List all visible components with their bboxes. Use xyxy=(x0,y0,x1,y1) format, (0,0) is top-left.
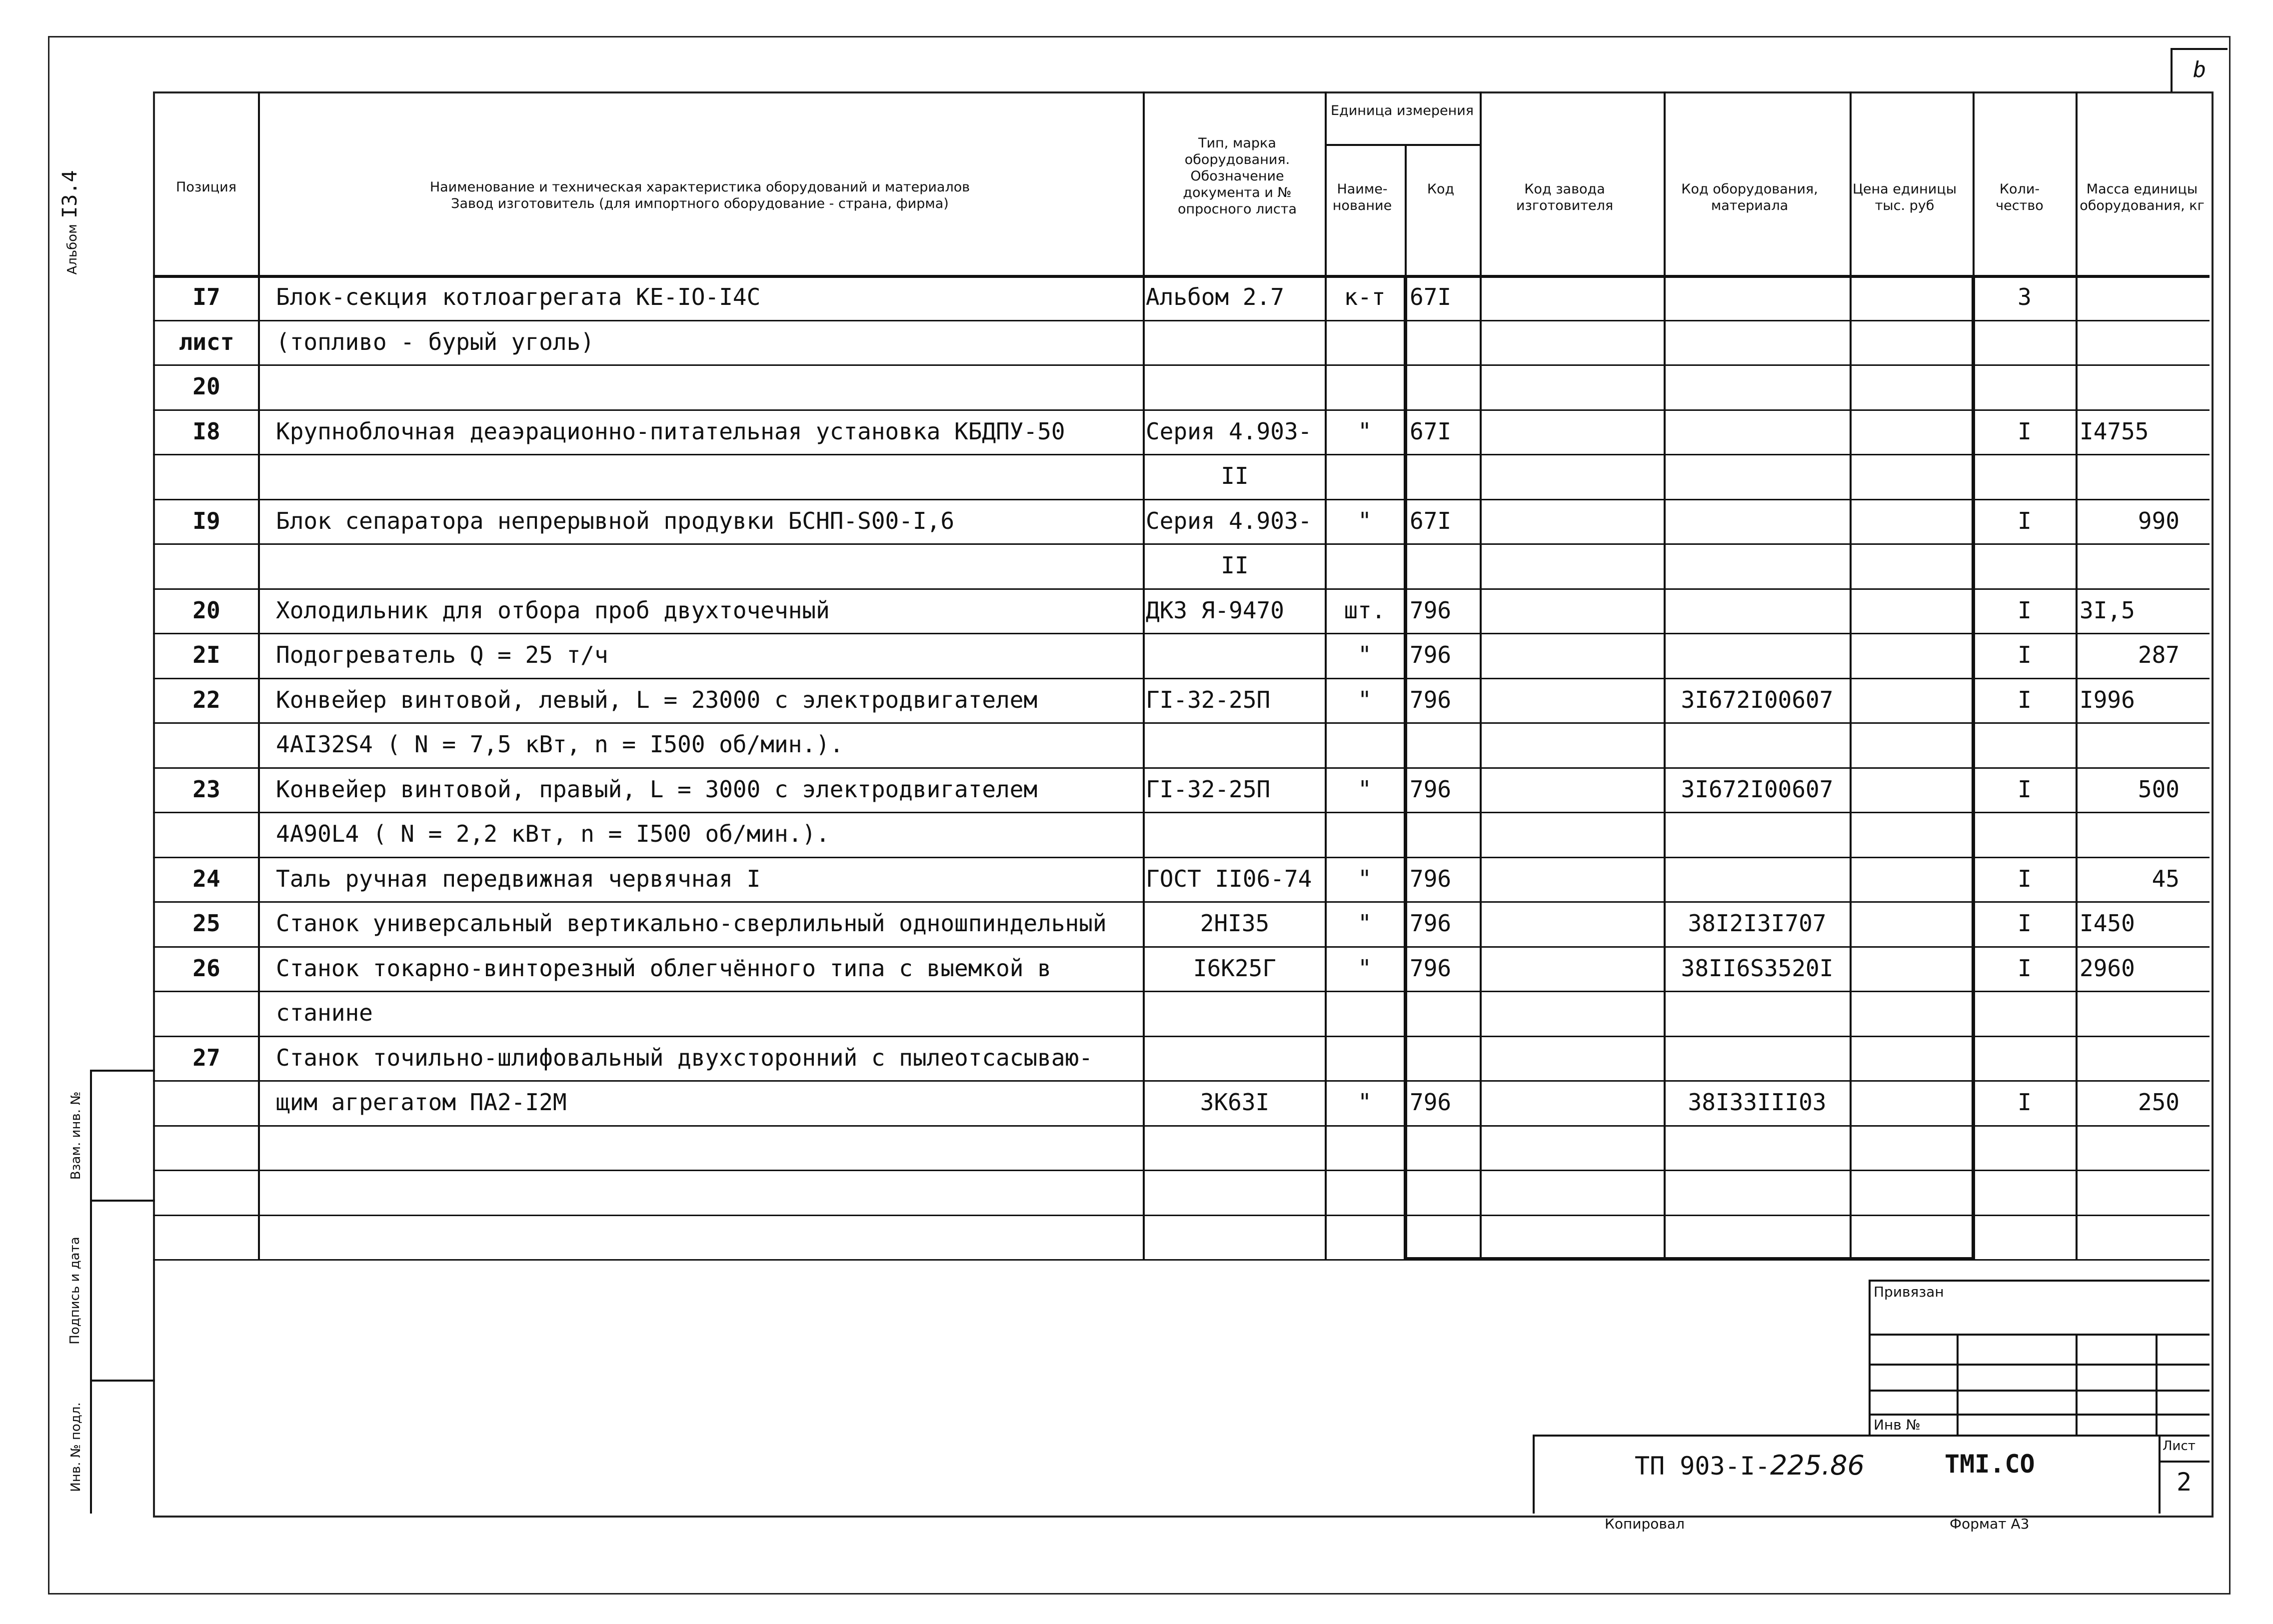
stamp-linked-label: Привязан xyxy=(1874,1284,1944,1300)
table-cell-mass: 287 xyxy=(2138,641,2180,668)
table-cell-mass: 2960 xyxy=(2080,954,2135,982)
stamp-sheet-label: Лист xyxy=(2163,1439,2196,1454)
table-cell-name: Крупноблочная деаэрационно-питательная установка КБДПУ-50 xyxy=(276,417,1065,445)
row-line xyxy=(153,1036,2210,1037)
side-label-signature: Подпись и дата xyxy=(67,1237,82,1345)
stamp-inv-label: Инв № xyxy=(1874,1417,1921,1433)
table-cell-code: 796 xyxy=(1410,954,1452,982)
table-cell-unit: " xyxy=(1358,775,1372,803)
row-line xyxy=(153,499,2210,500)
table-cell-pos: 20 xyxy=(192,373,220,400)
table-cell-name: Конвейер винтовой, левый, L = 23000 с электродвигателем xyxy=(276,686,1038,713)
side-label-inventory: Инв. № подл. xyxy=(68,1402,83,1492)
table-cell-qty: I xyxy=(2018,596,2032,624)
column-line xyxy=(1480,91,1482,1259)
row-line xyxy=(153,543,2210,545)
table-cell-pos: 23 xyxy=(192,775,220,803)
row-line xyxy=(153,722,2210,724)
table-cell-unit: " xyxy=(1358,641,1372,668)
table-cell-code: 796 xyxy=(1410,775,1452,803)
table-cell-qty: 3 xyxy=(2018,283,2032,310)
header-position: Позиция xyxy=(176,179,236,195)
table-cell-eqcode: 38II6S3520I xyxy=(1681,954,1834,982)
row-line xyxy=(153,991,2210,992)
table-cell-name: (топливо - бурый уголь) xyxy=(276,328,594,355)
table-cell-code: 67I xyxy=(1410,283,1452,310)
table-cell-name: 4AI32S4 ( N = 7,5 кВт, n = I500 об/мин.). xyxy=(276,731,844,758)
table-cell-name: Таль ручная передвижная червячная I xyxy=(276,865,761,892)
table-cell-unit: " xyxy=(1358,507,1372,534)
table-cell-code: 796 xyxy=(1410,910,1452,937)
row-line xyxy=(153,901,2210,903)
stamp-sheet-value: 2 xyxy=(2176,1468,2192,1497)
table-cell-eqcode: 38I2I3I707 xyxy=(1688,910,1827,937)
album-label: Альбом I3.4 xyxy=(58,170,81,275)
table-cell-name: Станок универсальный вертикально-сверлильный одношпиндельный xyxy=(276,910,1107,937)
table-cell-unit: " xyxy=(1358,954,1372,982)
corner-mark: b xyxy=(2193,57,2207,82)
row-line xyxy=(153,1259,2210,1261)
table-cell-name: щим агрегатом ПА2-I2М xyxy=(276,1089,567,1116)
table-cell-type: Серия 4.903- xyxy=(1146,507,1312,534)
stamp-doc-number: ТП 903-I-225.86 xyxy=(1635,1450,1865,1481)
row-line xyxy=(153,767,2210,769)
column-line xyxy=(1664,91,1666,1259)
table-cell-pos: 27 xyxy=(192,1044,220,1071)
table-cell-unit: " xyxy=(1358,686,1372,713)
table-cell-eqcode: 3I672I00607 xyxy=(1681,686,1834,713)
column-line xyxy=(258,91,260,1259)
table-cell-unit: к-т xyxy=(1344,283,1386,310)
header-mass: Масса единицы оборудования, кг xyxy=(2080,181,2205,213)
table-cell-type: ЗК63I xyxy=(1200,1089,1270,1116)
table-cell-pos: I9 xyxy=(192,507,220,534)
table-cell-pos: 26 xyxy=(192,954,220,982)
stamp-doc-mark: ТМI.СО xyxy=(1945,1450,2035,1479)
row-line xyxy=(153,678,2210,679)
row-line xyxy=(153,1170,2210,1171)
column-line xyxy=(1850,91,1852,1259)
row-line xyxy=(153,588,2210,590)
header-unit-code: Код xyxy=(1427,181,1455,197)
table-cell-pos: 22 xyxy=(192,686,220,713)
row-line xyxy=(153,409,2210,411)
header-equipment-code: Код оборудования, материала xyxy=(1681,181,1818,213)
stamp-format-label: Формат А3 xyxy=(1950,1516,2030,1532)
table-cell-name: Станок токарно-винторезный облегчённого типа с выемкой в xyxy=(276,954,1051,982)
table-cell-name: станине xyxy=(276,999,373,1026)
table-cell-mass: I4755 xyxy=(2080,417,2149,445)
table-cell-qty: I xyxy=(2018,1089,2032,1116)
table-cell-pos: I8 xyxy=(192,417,220,445)
column-line xyxy=(2076,91,2078,1259)
table-cell-qty: I xyxy=(2018,954,2032,982)
table-cell-qty: I xyxy=(2018,686,2032,713)
table-cell-pos: 20 xyxy=(192,596,220,624)
row-line xyxy=(153,454,2210,455)
table-cell-code: 67I xyxy=(1410,507,1452,534)
column-line xyxy=(1143,91,1145,1259)
table-cell-qty: I xyxy=(2018,910,2032,937)
stamp-copied-label: Копировал xyxy=(1605,1516,1685,1532)
table-cell-qty: I xyxy=(2018,641,2032,668)
header-unit-group: Единица измерения xyxy=(1330,103,1474,118)
table-cell-type: Серия 4.903- xyxy=(1146,417,1312,445)
header-factory-code: Код завода изготовителя xyxy=(1516,181,1614,213)
table-cell-mass: 250 xyxy=(2138,1089,2180,1116)
table-cell-name: Блок сепаратора непрерывной продувки БСНП-S00-I,6 xyxy=(276,507,955,534)
row-line xyxy=(153,364,2210,366)
table-cell-name: Блок-секция котлоагрегата КЕ-IO-I4С xyxy=(276,283,761,310)
table-cell-type: ДКЗ Я-9470 xyxy=(1146,596,1284,624)
table-cell-code: 67I xyxy=(1410,417,1452,445)
table-cell-unit: шт. xyxy=(1344,596,1386,624)
table-cell-pos: I7 xyxy=(192,283,220,310)
header-name: Наименование и техническая характеристика оборудований и материалов Завод изготовитель (для импортного оборудование - страна, фирма) xyxy=(429,179,970,211)
table-cell-unit: " xyxy=(1358,865,1372,892)
table-cell-pos: 25 xyxy=(192,910,220,937)
table-cell-mass: I450 xyxy=(2080,910,2135,937)
table-cell-type: I6К25Г xyxy=(1193,954,1277,982)
table-cell-unit: " xyxy=(1358,1089,1372,1116)
table-cell-name: Конвейер винтовой, правый, L = 3000 с электродвигателем xyxy=(276,775,1038,803)
table-cell-code: 796 xyxy=(1410,686,1452,713)
table-cell-name: Подогреватель Q = 25 т/ч xyxy=(276,641,608,668)
table-cell-type: II xyxy=(1221,462,1249,489)
header-subline xyxy=(1325,144,1480,146)
table-cell-mass: 500 xyxy=(2138,775,2180,803)
table-cell-qty: I xyxy=(2018,507,2032,534)
row-line xyxy=(153,320,2210,321)
table-cell-pos: 24 xyxy=(192,865,220,892)
table-cell-type: II xyxy=(1221,552,1249,579)
table-cell-mass: 45 xyxy=(2152,865,2180,892)
header-price: Цена единицы тыс. руб xyxy=(1852,181,1957,213)
table-cell-unit: " xyxy=(1358,417,1372,445)
table-cell-code: 796 xyxy=(1410,641,1452,668)
row-line xyxy=(153,633,2210,634)
header-unit-name: Наиме- нование xyxy=(1332,181,1392,213)
column-line xyxy=(1325,91,1327,1259)
header-quantity: Коли- чество xyxy=(1996,181,2044,213)
table-cell-pos: 2I xyxy=(192,641,220,668)
row-line xyxy=(153,1080,2210,1082)
table-cell-type: 2НI35 xyxy=(1200,910,1270,937)
row-line xyxy=(153,1215,2210,1216)
table-cell-name: Станок точильно-шлифовальный двухсторонний с пылеотсасываю- xyxy=(276,1044,1093,1071)
table-cell-code: 796 xyxy=(1410,596,1452,624)
table-cell-type: ГI-32-25П xyxy=(1146,775,1271,803)
header-bottom-line xyxy=(153,275,2210,278)
table-cell-type: ГI-32-25П xyxy=(1146,686,1271,713)
row-line xyxy=(153,946,2210,948)
table-cell-name: Холодильник для отбора проб двухточечный xyxy=(276,596,830,624)
table-cell-unit: " xyxy=(1358,910,1372,937)
table-cell-mass: I996 xyxy=(2080,686,2135,713)
row-line xyxy=(153,1125,2210,1127)
row-line xyxy=(153,812,2210,813)
table-cell-eqcode: 3I672I00607 xyxy=(1681,775,1834,803)
table-cell-mass: 3I,5 xyxy=(2080,596,2135,624)
table-cell-code: 796 xyxy=(1410,865,1452,892)
header-type: Тип, марка оборудования. Обозначение документа и № опросного листа xyxy=(1177,135,1297,217)
side-label-replacement: Взам. инв. № xyxy=(68,1091,83,1180)
table-cell-eqcode: 38I33III03 xyxy=(1688,1089,1827,1116)
table-cell-name: 4A90L4 ( N = 2,2 кВт, n = I500 об/мин.). xyxy=(276,820,830,847)
table-cell-pos: лист xyxy=(178,328,234,355)
table-cell-code: 796 xyxy=(1410,1089,1452,1116)
row-line xyxy=(153,857,2210,858)
table-cell-qty: I xyxy=(2018,417,2032,445)
table-cell-qty: I xyxy=(2018,865,2032,892)
table-cell-type: ГОСТ II06-74 xyxy=(1146,865,1312,892)
table-cell-type: Альбом 2.7 xyxy=(1146,283,1284,310)
table-cell-mass: 990 xyxy=(2138,507,2180,534)
table-cell-qty: I xyxy=(2018,775,2032,803)
